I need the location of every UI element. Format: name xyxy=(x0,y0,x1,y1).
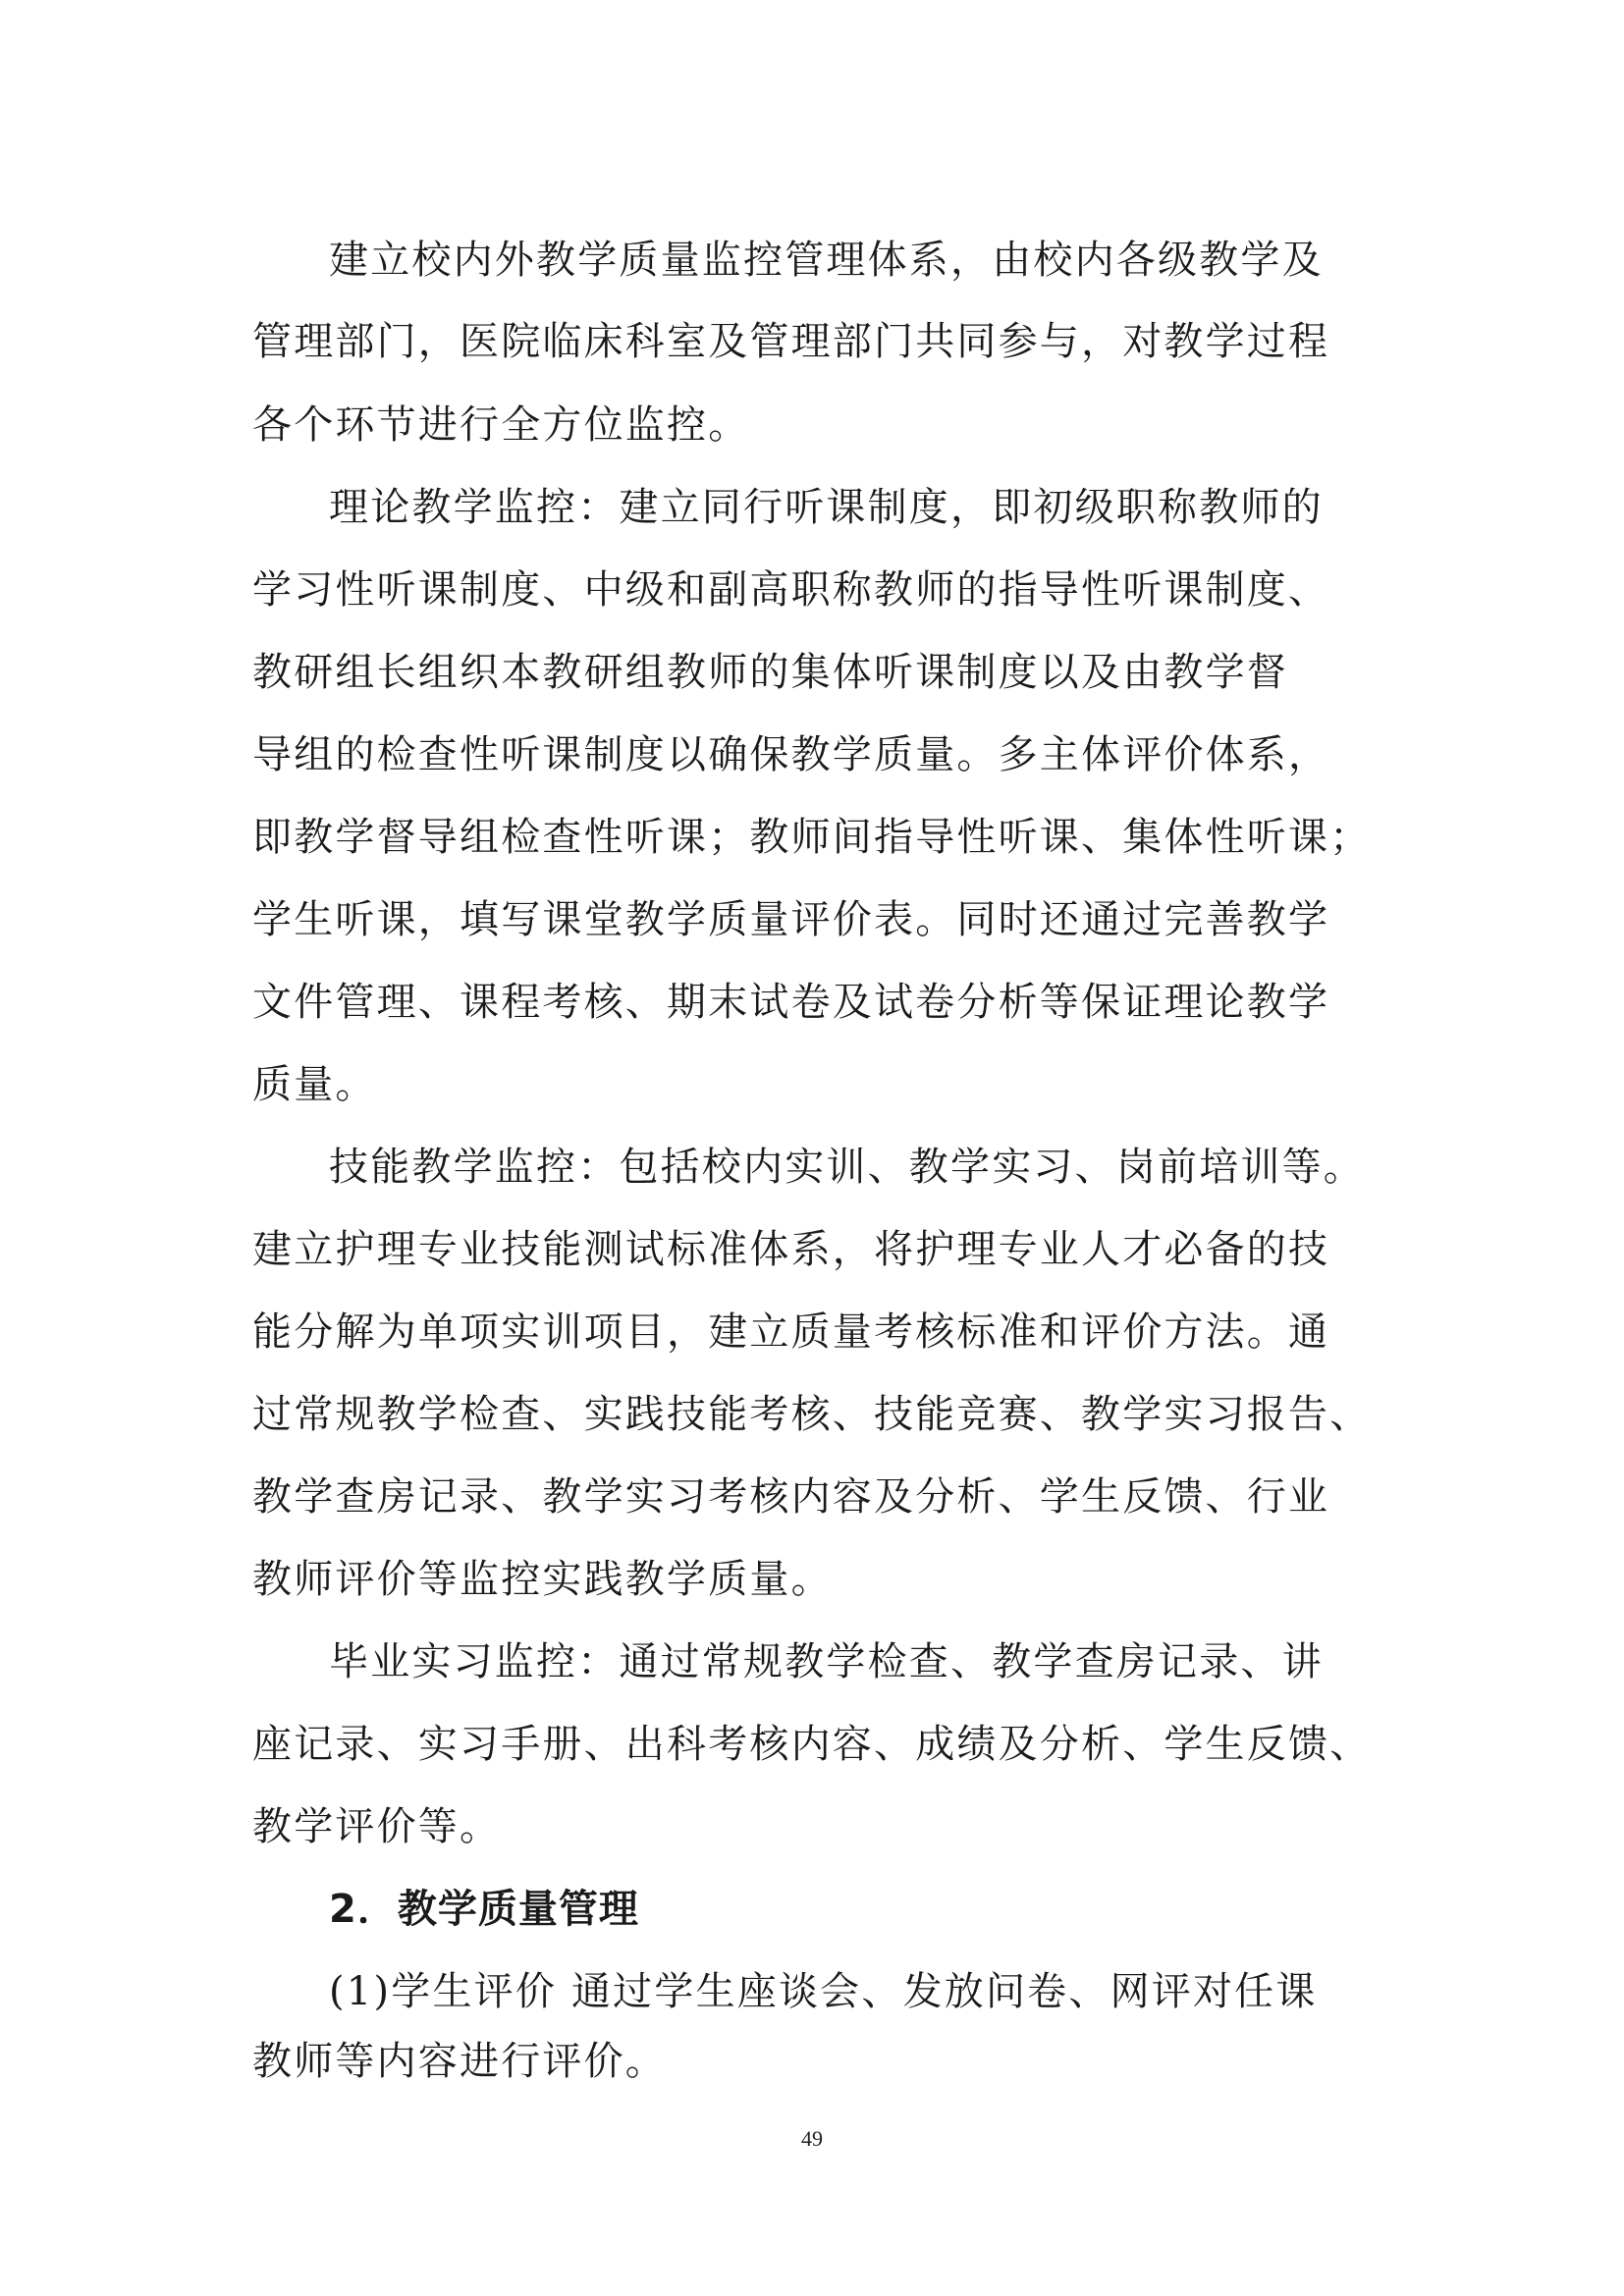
paragraph-3-line-4: 过常规教学检查、实践技能考核、技能竞赛、教学实习报告、 xyxy=(252,1392,1372,1437)
paragraph-2-line-4: 导组的检查性听课制度以确保教学质量。多主体评价体系， xyxy=(252,732,1330,777)
paragraph-1-line-1: 建立校内外教学质量监控管理体系，由校内各级教学及 xyxy=(329,238,1324,283)
paragraph-4-line-3: 教学评价等。 xyxy=(252,1804,502,1849)
paragraph-3-line-2: 建立护理专业技能测试标准体系，将护理专业人才必备的技 xyxy=(252,1227,1330,1272)
paragraph-3-line-5: 教学查房记录、教学实习考核内容及分析、学生反馈、行业 xyxy=(252,1474,1330,1520)
paragraph-3-line-3: 能分解为单项实训项目，建立质量考核标准和评价方法。通 xyxy=(252,1309,1330,1355)
paragraph-1-line-2: 管理部门，医院临床科室及管理部门共同参与，对教学过程 xyxy=(252,319,1330,364)
paragraph-2-line-6: 学生听课，填写课堂教学质量评价表。同时还通过完善教学 xyxy=(252,897,1330,942)
paragraph-3-line-1: 技能教学监控：包括校内实训、教学实习、岗前培训等。 xyxy=(329,1145,1365,1190)
paragraph-2-line-5: 即教学督导组检查性听课；教师间指导性听课、集体性听课； xyxy=(252,815,1372,860)
paragraph-2-line-3: 教研组长组织本教研组教师的集体听课制度以及由教学督 xyxy=(252,650,1288,695)
paragraph-4-line-2: 座记录、实习手册、出科考核内容、成绩及分析、学生反馈、 xyxy=(252,1722,1372,1767)
page-number: 49 xyxy=(801,2126,823,2151)
paragraph-2-line-2: 学习性听课制度、中级和副高职称教师的指导性听课制度、 xyxy=(252,567,1330,613)
paragraph-5-line-1: (1)学生评价 通过学生座谈会、发放问卷、网评对任课 xyxy=(329,1969,1318,2014)
paragraph-2-line-7: 文件管理、课程考核、期末试卷及试卷分析等保证理论教学 xyxy=(252,980,1330,1025)
paragraph-4-line-1: 毕业实习监控：通过常规教学检查、教学查房记录、讲 xyxy=(329,1639,1324,1684)
paragraph-2-line-1: 理论教学监控：建立同行听课制度，即初级职称教师的 xyxy=(329,485,1324,530)
paragraph-5-line-2: 教师等内容进行评价。 xyxy=(252,2039,667,2084)
section-heading: 2．教学质量管理 xyxy=(329,1887,639,1932)
paragraph-2-line-8: 质量。 xyxy=(252,1062,377,1107)
paragraph-3-line-6: 教师评价等监控实践教学质量。 xyxy=(252,1557,833,1602)
paragraph-1-line-3: 各个环节进行全方位监控。 xyxy=(252,402,750,448)
